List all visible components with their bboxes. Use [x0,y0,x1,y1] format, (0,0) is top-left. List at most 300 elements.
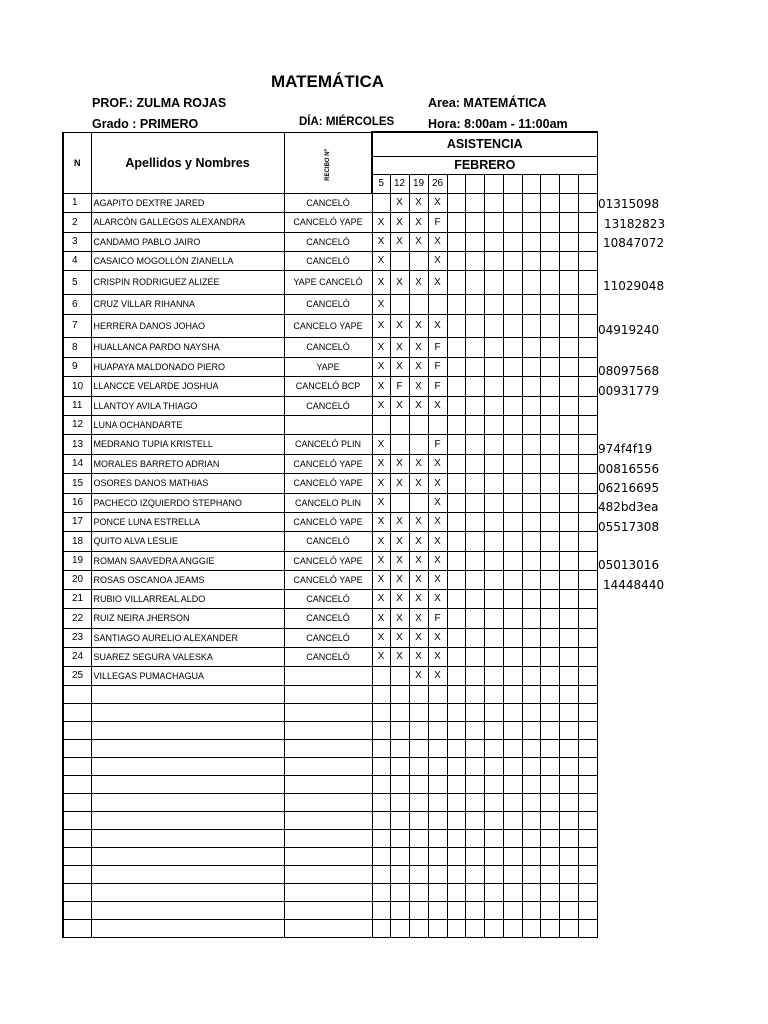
empty-cell [484,775,503,793]
empty-cell [578,901,597,919]
recibo-cell: CANCELÓ YAPE [284,512,372,531]
empty-cell [447,685,465,703]
empty-cell [409,721,428,739]
attendance-cell [465,570,484,589]
table-row [63,647,597,666]
table-row [63,357,597,376]
attendance-cell [540,512,559,531]
attendance-cell [447,589,465,608]
row-number: 16 [63,493,91,512]
row-number: 1 [63,193,91,212]
table-row [63,531,597,551]
attendance-cell [559,193,578,212]
attendance-cell: X [409,357,428,376]
side-code: 11029048 [603,279,665,293]
table-row [63,493,597,512]
attendance-cell [522,376,540,396]
attendance-cell [540,232,559,251]
attendance-cell [503,337,522,357]
attendance-cell [484,647,503,666]
recibo-cell: YAPE [284,357,372,376]
attendance-cell [540,357,559,376]
attendance-cell [540,628,559,647]
table-row [63,314,597,337]
attendance-cell: X [428,396,447,415]
attendance-cell [522,493,540,512]
empty-row [63,829,597,847]
empty-cell [465,865,484,883]
side-code: 08097568 [598,364,660,378]
empty-cell [522,829,540,847]
empty-cell [465,829,484,847]
attendance-cell: X [372,647,390,666]
attendance-cell: X [428,531,447,551]
empty-cell [284,901,372,919]
student-name: VILLEGAS PUMACHAGUA [91,666,284,685]
attendance-cell [503,212,522,232]
recibo-cell: CANCELÓ YAPE [284,212,372,232]
empty-cell [503,847,522,865]
attendance-cell: X [390,454,409,473]
row-number: 15 [63,473,91,493]
attendance-cell: X [428,493,447,512]
table-row [63,337,597,357]
attendance-cell [540,434,559,454]
empty-cell [284,883,372,901]
empty-cell [409,685,428,703]
empty-cell [447,883,465,901]
attendance-cell: X [372,357,390,376]
attendance-cell: F [428,434,447,454]
attendance-cell [578,396,597,415]
student-name: OSORES DANOS MATHIAS [91,473,284,493]
attendance-cell: X [372,251,390,270]
empty-cell [540,829,559,847]
attendance-cell [578,357,597,376]
attendance-cell [484,666,503,685]
empty-cell [428,775,447,793]
attendance-cell: X [390,193,409,212]
student-name: SUAREZ SEGURA VALESKA [91,647,284,666]
recibo-cell: CANCELÓ [284,396,372,415]
attendance-cell [465,357,484,376]
attendance-cell [578,314,597,337]
empty-cell [540,739,559,757]
empty-cell [484,883,503,901]
attendance-cell [465,193,484,212]
recibo-cell: CANCELÓ YAPE [284,473,372,493]
attendance-cell [578,294,597,314]
attendance-cell: X [390,647,409,666]
empty-cell [559,757,578,775]
attendance-cell: F [428,608,447,628]
empty-cell [522,883,540,901]
empty-cell [447,757,465,775]
empty-cell [63,739,91,757]
empty-cell [284,775,372,793]
empty-cell [409,739,428,757]
grade-label: Grado : PRIMERO [92,117,199,131]
attendance-cell [578,193,597,212]
attendance-cell: X [372,232,390,251]
attendance-table [62,131,598,938]
attendance-cell [559,232,578,251]
attendance-cell [409,415,428,434]
empty-cell [390,775,409,793]
day-label: DÍA: MIÉRCOLES [299,116,395,128]
attendance-cell [578,512,597,531]
empty-cell [409,847,428,865]
attendance-cell [447,434,465,454]
attendance-cell [540,415,559,434]
attendance-cell [465,294,484,314]
row-number: 13 [63,434,91,454]
empty-cell [559,739,578,757]
table-row [63,376,597,396]
empty-cell [484,847,503,865]
attendance-cell: X [428,647,447,666]
attendance-cell [390,666,409,685]
attendance-cell [484,294,503,314]
empty-cell [447,901,465,919]
empty-cell [409,865,428,883]
attendance-cell: X [372,628,390,647]
student-name: QUITO ALVA LESLIE [91,531,284,551]
attendance-cell [409,493,428,512]
empty-cell [372,703,390,721]
row-number: 5 [63,270,91,294]
empty-cell [63,811,91,829]
empty-cell [522,847,540,865]
attendance-cell: X [372,551,390,570]
row-number: 12 [63,415,91,434]
date-cell [540,174,559,193]
attendance-cell: X [428,251,447,270]
attendance-cell [465,337,484,357]
empty-cell [284,865,372,883]
empty-cell [578,775,597,793]
attendance-cell [540,270,559,294]
attendance-cell [390,251,409,270]
table-row [63,396,597,415]
attendance-cell [465,493,484,512]
empty-cell [390,739,409,757]
empty-cell [447,847,465,865]
empty-cell [484,739,503,757]
attendance-cell: X [390,232,409,251]
attendance-cell [484,628,503,647]
date-cell: 26 [428,174,447,193]
attendance-cell [503,608,522,628]
empty-cell [91,793,284,811]
empty-cell [372,793,390,811]
attendance-cell [578,531,597,551]
table-row [63,193,597,212]
attendance-cell: X [428,570,447,589]
attendance-cell [503,434,522,454]
recibo-cell: CANCELÓ YAPE [284,570,372,589]
attendance-cell [465,270,484,294]
empty-cell [484,721,503,739]
professor-label: PROF.: ZULMA ROJAS [92,96,227,110]
attendance-cell [522,551,540,570]
attendance-cell [447,251,465,270]
empty-cell [284,919,372,937]
empty-cell [559,865,578,883]
attendance-cell [484,232,503,251]
attendance-cell [540,454,559,473]
attendance-cell [559,454,578,473]
attendance-cell: X [409,551,428,570]
empty-cell [447,829,465,847]
attendance-cell [522,232,540,251]
attendance-cell [522,415,540,434]
empty-cell [465,703,484,721]
empty-cell [91,901,284,919]
empty-cell [390,919,409,937]
side-code: 482bd3ea [598,500,659,514]
row-number: 9 [63,357,91,376]
attendance-cell [447,608,465,628]
attendance-cell [559,376,578,396]
empty-cell [284,793,372,811]
empty-cell [372,721,390,739]
empty-cell [503,865,522,883]
student-name: PONCE LUNA ESTRELLA [91,512,284,531]
attendance-cell: X [428,628,447,647]
empty-cell [390,793,409,811]
empty-cell [559,775,578,793]
empty-cell [503,685,522,703]
attendance-cell [522,666,540,685]
attendance-cell: X [372,434,390,454]
empty-cell [465,919,484,937]
empty-cell [409,811,428,829]
empty-cell [284,685,372,703]
attendance-cell: X [390,212,409,232]
empty-cell [465,811,484,829]
attendance-cell [447,454,465,473]
attendance-cell: X [428,314,447,337]
student-name: MORALES BARRETO ADRIAN [91,454,284,473]
table-row [63,608,597,628]
empty-cell [63,919,91,937]
row-number: 17 [63,512,91,531]
table-row [63,473,597,493]
empty-cell [372,847,390,865]
attendance-cell [578,434,597,454]
attendance-cell [559,531,578,551]
empty-cell [522,811,540,829]
side-code: 06216695 [598,481,660,495]
empty-cell [559,685,578,703]
row-number: 19 [63,551,91,570]
empty-cell [484,919,503,937]
empty-cell [540,721,559,739]
attendance-cell [484,551,503,570]
empty-cell [428,865,447,883]
attendance-cell [372,666,390,685]
empty-cell [540,847,559,865]
attendance-cell [522,212,540,232]
asistencia-header: ASISTENCIA [372,132,597,156]
empty-cell [540,811,559,829]
empty-cell [372,811,390,829]
empty-cell [428,793,447,811]
empty-cell [63,721,91,739]
attendance-cell: X [428,454,447,473]
attendance-cell [503,531,522,551]
empty-cell [372,883,390,901]
attendance-cell [465,608,484,628]
attendance-cell [447,570,465,589]
date-cell [559,174,578,193]
empty-cell [465,901,484,919]
attendance-cell [390,493,409,512]
attendance-cell [540,473,559,493]
empty-cell [409,883,428,901]
recibo-cell: CANCELÓ [284,337,372,357]
attendance-cell [540,376,559,396]
empty-cell [578,793,597,811]
attendance-cell: F [428,212,447,232]
attendance-cell [503,551,522,570]
empty-cell [465,847,484,865]
empty-cell [484,757,503,775]
empty-cell [559,901,578,919]
empty-cell [522,775,540,793]
empty-cell [428,739,447,757]
row-number: 14 [63,454,91,473]
row-number: 25 [63,666,91,685]
attendance-cell [484,376,503,396]
empty-cell [540,685,559,703]
attendance-cell [540,551,559,570]
recibo-label: RECIBO Nº [324,148,331,181]
empty-cell [63,847,91,865]
empty-cell [91,721,284,739]
empty-cell [284,739,372,757]
attendance-cell: X [409,589,428,608]
attendance-cell [447,512,465,531]
empty-cell [284,829,372,847]
attendance-cell: X [390,551,409,570]
empty-cell [503,811,522,829]
attendance-cell [522,473,540,493]
recibo-cell [284,666,372,685]
attendance-cell [503,493,522,512]
row-number: 8 [63,337,91,357]
recibo-cell: CANCELÓ [284,531,372,551]
table-row [63,251,597,270]
student-name: RUBIO VILLARREAL ALDO [91,589,284,608]
date-cell [522,174,540,193]
attendance-cell: X [409,473,428,493]
side-code: 00931779 [598,384,660,398]
attendance-cell [559,434,578,454]
empty-cell [559,919,578,937]
attendance-cell: X [390,570,409,589]
empty-row [63,685,597,703]
attendance-cell [484,473,503,493]
empty-cell [428,901,447,919]
empty-cell [484,703,503,721]
row-number: 4 [63,251,91,270]
attendance-cell: X [372,396,390,415]
empty-cell [522,703,540,721]
empty-cell [484,865,503,883]
empty-cell [540,793,559,811]
empty-cell [372,865,390,883]
attendance-cell [578,232,597,251]
attendance-cell [465,589,484,608]
attendance-cell [447,647,465,666]
table-row [63,512,597,531]
attendance-cell: X [409,232,428,251]
attendance-cell [559,251,578,270]
attendance-cell [447,551,465,570]
attendance-cell: X [390,608,409,628]
row-number: 10 [63,376,91,396]
empty-cell [447,721,465,739]
attendance-cell [428,294,447,314]
empty-cell [63,883,91,901]
attendance-cell: X [428,551,447,570]
recibo-cell: CANCELÓ [284,193,372,212]
empty-cell [91,847,284,865]
empty-cell [578,739,597,757]
attendance-cell [465,396,484,415]
attendance-cell [578,551,597,570]
attendance-cell: X [372,376,390,396]
empty-cell [409,757,428,775]
empty-row [63,793,597,811]
empty-cell [409,901,428,919]
empty-cell [484,793,503,811]
attendance-cell: X [409,647,428,666]
attendance-cell [540,493,559,512]
empty-cell [63,793,91,811]
attendance-cell [409,294,428,314]
side-code: 14448440 [603,578,665,592]
empty-cell [559,829,578,847]
table-row [63,415,597,434]
empty-cell [540,775,559,793]
attendance-cell [578,666,597,685]
side-code: 974f4f19 [598,442,653,456]
attendance-cell [540,314,559,337]
attendance-cell [503,357,522,376]
empty-cell [447,775,465,793]
attendance-cell [409,251,428,270]
empty-cell [503,703,522,721]
empty-row [63,703,597,721]
attendance-cell: X [428,589,447,608]
student-name: CRISPIN RODRIGUEZ ALIZEE [91,270,284,294]
empty-cell [465,739,484,757]
empty-cell [63,703,91,721]
empty-cell [390,847,409,865]
empty-cell [91,757,284,775]
empty-cell [522,793,540,811]
empty-cell [484,829,503,847]
attendance-cell: X [428,666,447,685]
side-code: 10847072 [603,236,665,250]
empty-cell [91,919,284,937]
attendance-cell [578,628,597,647]
attendance-cell: F [428,376,447,396]
attendance-cell: X [409,628,428,647]
